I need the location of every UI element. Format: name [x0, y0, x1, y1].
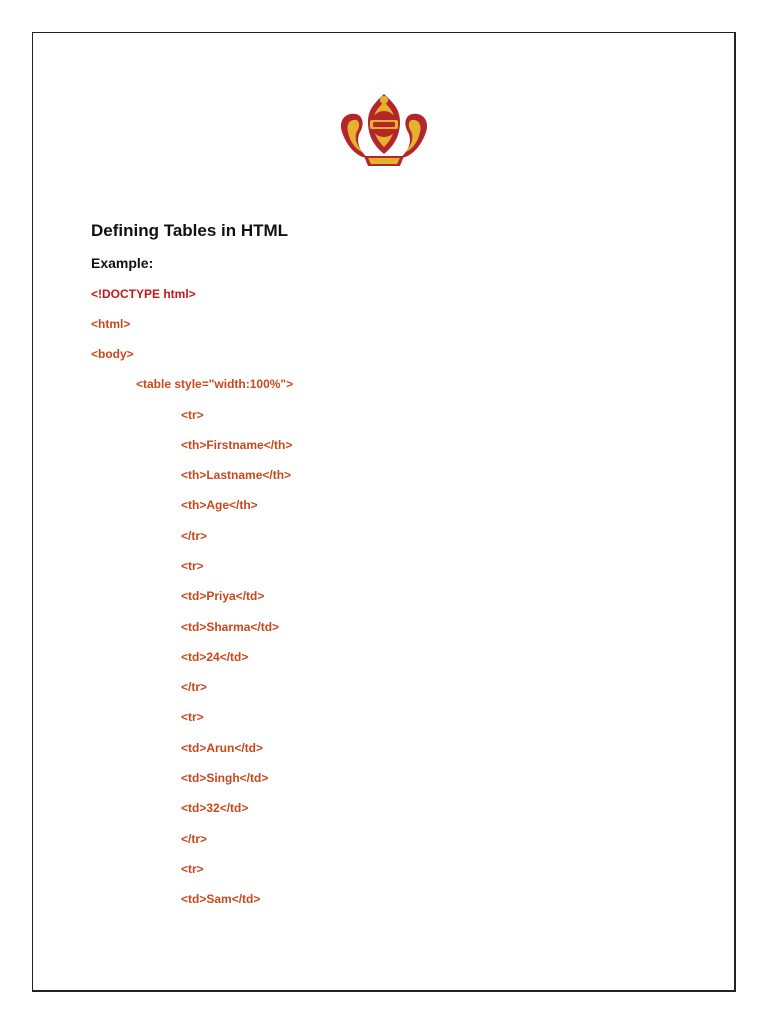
code-line: <th>Age</th> — [181, 498, 258, 512]
code-line: <html> — [91, 317, 131, 331]
page-border — [32, 32, 736, 992]
institution-logo — [334, 92, 434, 174]
code-line: <th>Lastname</th> — [181, 468, 292, 482]
code-line: <tr> — [181, 559, 204, 573]
code-line: <td>Arun</td> — [181, 741, 264, 755]
example-label: Example: — [91, 255, 154, 271]
logo-ribbon-inner — [368, 158, 400, 164]
code-line: </tr> — [181, 832, 208, 846]
code-line: <tr> — [181, 862, 204, 876]
code-line: <body> — [91, 347, 134, 361]
code-line: <td>Sam</td> — [181, 892, 261, 906]
code-line: <th>Firstname</th> — [181, 438, 293, 452]
code-line: <td>24</td> — [181, 650, 249, 664]
code-line: </tr> — [181, 680, 208, 694]
code-line: <tr> — [181, 710, 204, 724]
code-line: <table style="width:100%"> — [136, 377, 294, 391]
logo-text-lettering — [373, 122, 395, 127]
code-line: <td>Sharma</td> — [181, 620, 280, 634]
logo-top-emblem — [380, 96, 388, 104]
code-line: <tr> — [181, 408, 204, 422]
code-line: <!DOCTYPE html> — [91, 287, 196, 301]
code-line: <td>Singh</td> — [181, 771, 269, 785]
code-line: <td>Priya</td> — [181, 589, 265, 603]
document-title: Defining Tables in HTML — [91, 221, 289, 240]
code-line: <td>32</td> — [181, 801, 249, 815]
code-line: </tr> — [181, 529, 208, 543]
